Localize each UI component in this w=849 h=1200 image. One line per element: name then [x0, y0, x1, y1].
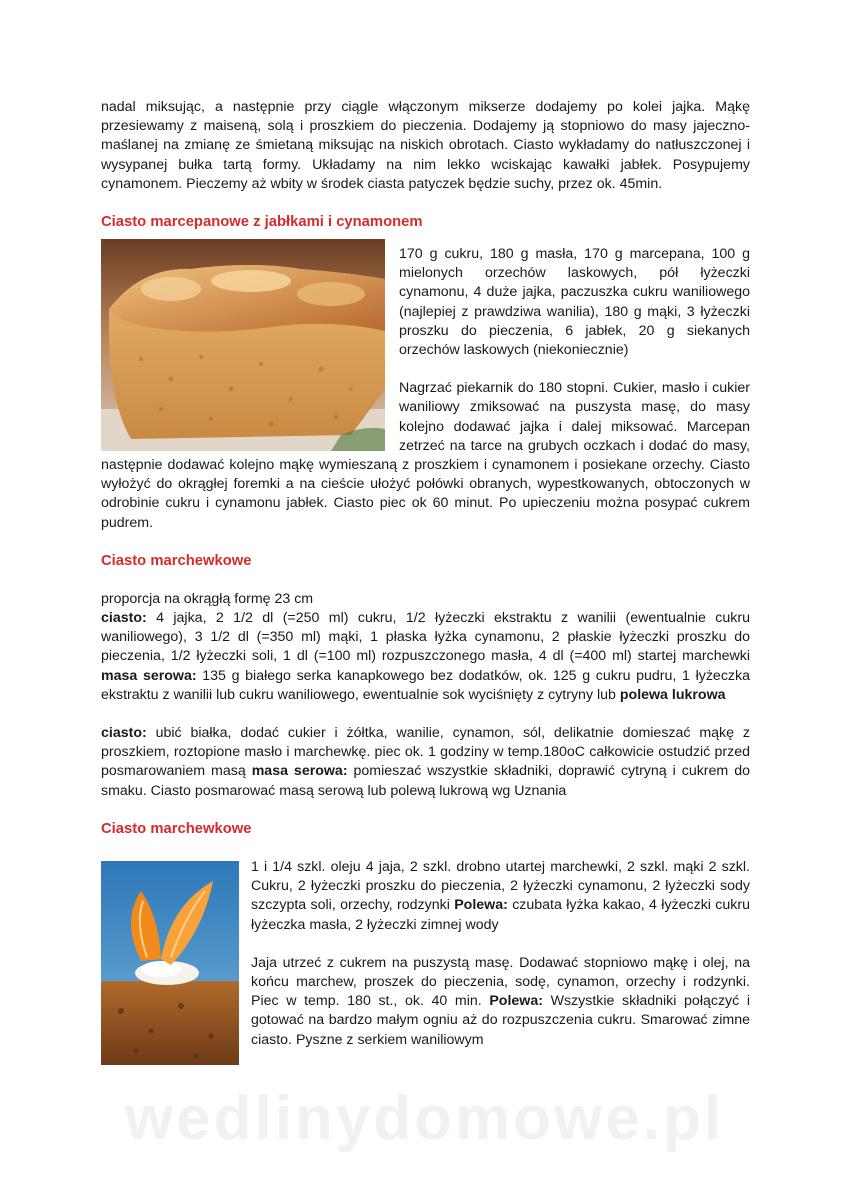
- recipe3-polewa-label: Polewa:: [454, 897, 508, 914]
- carrot-cake-photo: [101, 861, 239, 1065]
- recipe2-ingredients: [101, 609, 750, 705]
- recipe2-title: Ciasto marchewkowe: [101, 552, 252, 569]
- recipe2-proportion: proporcja na okrągłą formę 23 cm: [101, 590, 314, 607]
- recipe2-ciasto-label: ciasto:: [101, 610, 147, 627]
- recipe3-body: [101, 858, 750, 1069]
- recipe3-title: Ciasto marchewkowe: [101, 820, 252, 837]
- recipe2-method-text: ubić białka, dodać cukier i żółtka, wanilie, cynamon, sól, delikatnie domieszać mąkę z proszkiem, roztopione masło i marchewkę. piec ok. 1 godziny w temp.180oC całkowicie ostudzić przed posmarowaniem masą: [101, 725, 750, 780]
- intro-paragraph: nadal miksując, a następnie przy ciągle włączonym mikserze dodajemy po kolei jajka. Mąkę przesiewamy z maiseną, solą i proszkiem do pieczenia. Dodajemy ją stopniowo do masy jajeczno-maślanej na zmianę ze śmietaną miksując na niskich obrotach. Ciasto wykładamy do natłuszczonej i wysypanej bułka tartą formy. Układamy na nim lekko wciskając kawałki jabłek. Posypujemy cynamonem. Pieczemy aż wbity w środek ciasta patyczek będzie suchy, przez ok. 45min.: [101, 99, 750, 192]
- recipe2-method-label: ciasto:: [101, 725, 147, 742]
- recipe3-method-text: Jaja utrzeć z cukrem na puszystą masę. Dodawać stopniowo mąkę i olej, na końcu marchew, proszek do pieczenia, sodę, cynamon, orzechy i rodzynki. Piec w temp. 180 st., ok. 40 min.: [251, 954, 750, 1010]
- recipe2-masa-label: masa serowa:: [101, 667, 197, 684]
- watermark-text: wedlinydomowe.pl: [124, 1084, 725, 1153]
- recipe3-method-text2: Wszystkie składniki połączyć i gotować na bardzo małym ogniu aż do rozpuszczenia cukru. Smarować zimne ciasto. Pyszne z serkiem waniliowym: [251, 993, 750, 1048]
- marzipan-apple-cake-photo: [101, 239, 385, 451]
- recipe2-ciasto-text: 4 jajka, 2 1/2 dl (=250 ml) cukru, 1/2 łyżeczki ekstraktu z wanilii (ewentualnie cukru waniliowego), 3 1/2 dl (=350 ml) mąki, 1 płaska łyżka cynamonu, 2 płaskie łyżeczki proszku do pieczenia, 1/2 łyżeczki soli, 1 dl (=100 ml) rozpuszczonego masła, 4 dl (=400 ml) startej marchewki: [101, 610, 750, 665]
- recipe1-body: [101, 237, 750, 533]
- recipe2-polewa-label: polewa lukrowa: [619, 686, 726, 703]
- recipe3-ingredients-text2: czubata łyżka kakao, 4 łyżeczki cukru łyżeczka masła, 2 łyżeczki zimnej wody: [251, 897, 750, 933]
- recipe1-title: Ciasto marcepanowe z jabłkami i cynamonem: [101, 214, 423, 231]
- recipe2-method: [101, 724, 750, 801]
- recipe2-masa-text: 135 g białego serka kanapkowego bez dodatków, ok. 125 g cukru pudru, 1 łyżeczka ekstraktu z wanilii lub cukru waniliowego, ewentualnie sok wyciśnięty z cytryny lub: [101, 667, 750, 703]
- document-page: [101, 98, 750, 1069]
- recipe3-method-polewa-label: Polewa:: [489, 993, 543, 1010]
- recipe1-method: Nagrzać piekarnik do 180 stopni. Cukier, masło i cukier waniliowy zmiksować na puszysta masę, do masy kolejno dodawać jajka i dalej miksować. Marcepan zetrzeć na tarce na grubych oczkach i dodać do masy, następnie dodawać kolejno mąkę wymieszaną z proszkiem i cynamonem i posiekane orzechy. Ciasto wyłożyć do okrągłej foremki a na cieście ułożyć połówki obranych, wypestkowanych, obtoczonych w odrobinie cukru i cynamonu jabłek. Ciasto piec ok 60 minut. Po upieczeniu można posypać cukrem pudrem.: [101, 380, 750, 531]
- recipe2-method-text2: pomieszać wszystkie składniki, doprawić cytryną i cukrem do smaku. Ciasto posmarować masą serową lub polewą lukrową wg Uznania: [101, 763, 750, 799]
- recipe1-ingredients: 170 g cukru, 180 g masła, 170 g marcepana, 100 g mielonych orzechów laskowych, pół łyżeczki cynamonu, 4 duże jajka, paczuszka cukru waniliowego (najlepiej z prawdziwa wanilia), 180 g mąki, 3 łyżeczki proszku do pieczenia, 6 jabłek, 20 g siekanych orzechów laskowych (niekoniecznie): [399, 246, 750, 359]
- recipe3-ingredients-text: 1 i 1/4 szkl. oleju 4 jaja, 2 szkl. drobno utartej marchewki, 2 szkl. mąki 2 szkl. Cukru, 2 łyżeczki proszku do pieczenia, 2 łyżeczki cynamonu, 2 łyżeczki sody szczypta soli, orzechy, rodzynki: [251, 858, 750, 914]
- recipe2-method-masa-label: masa serowa:: [251, 763, 348, 780]
